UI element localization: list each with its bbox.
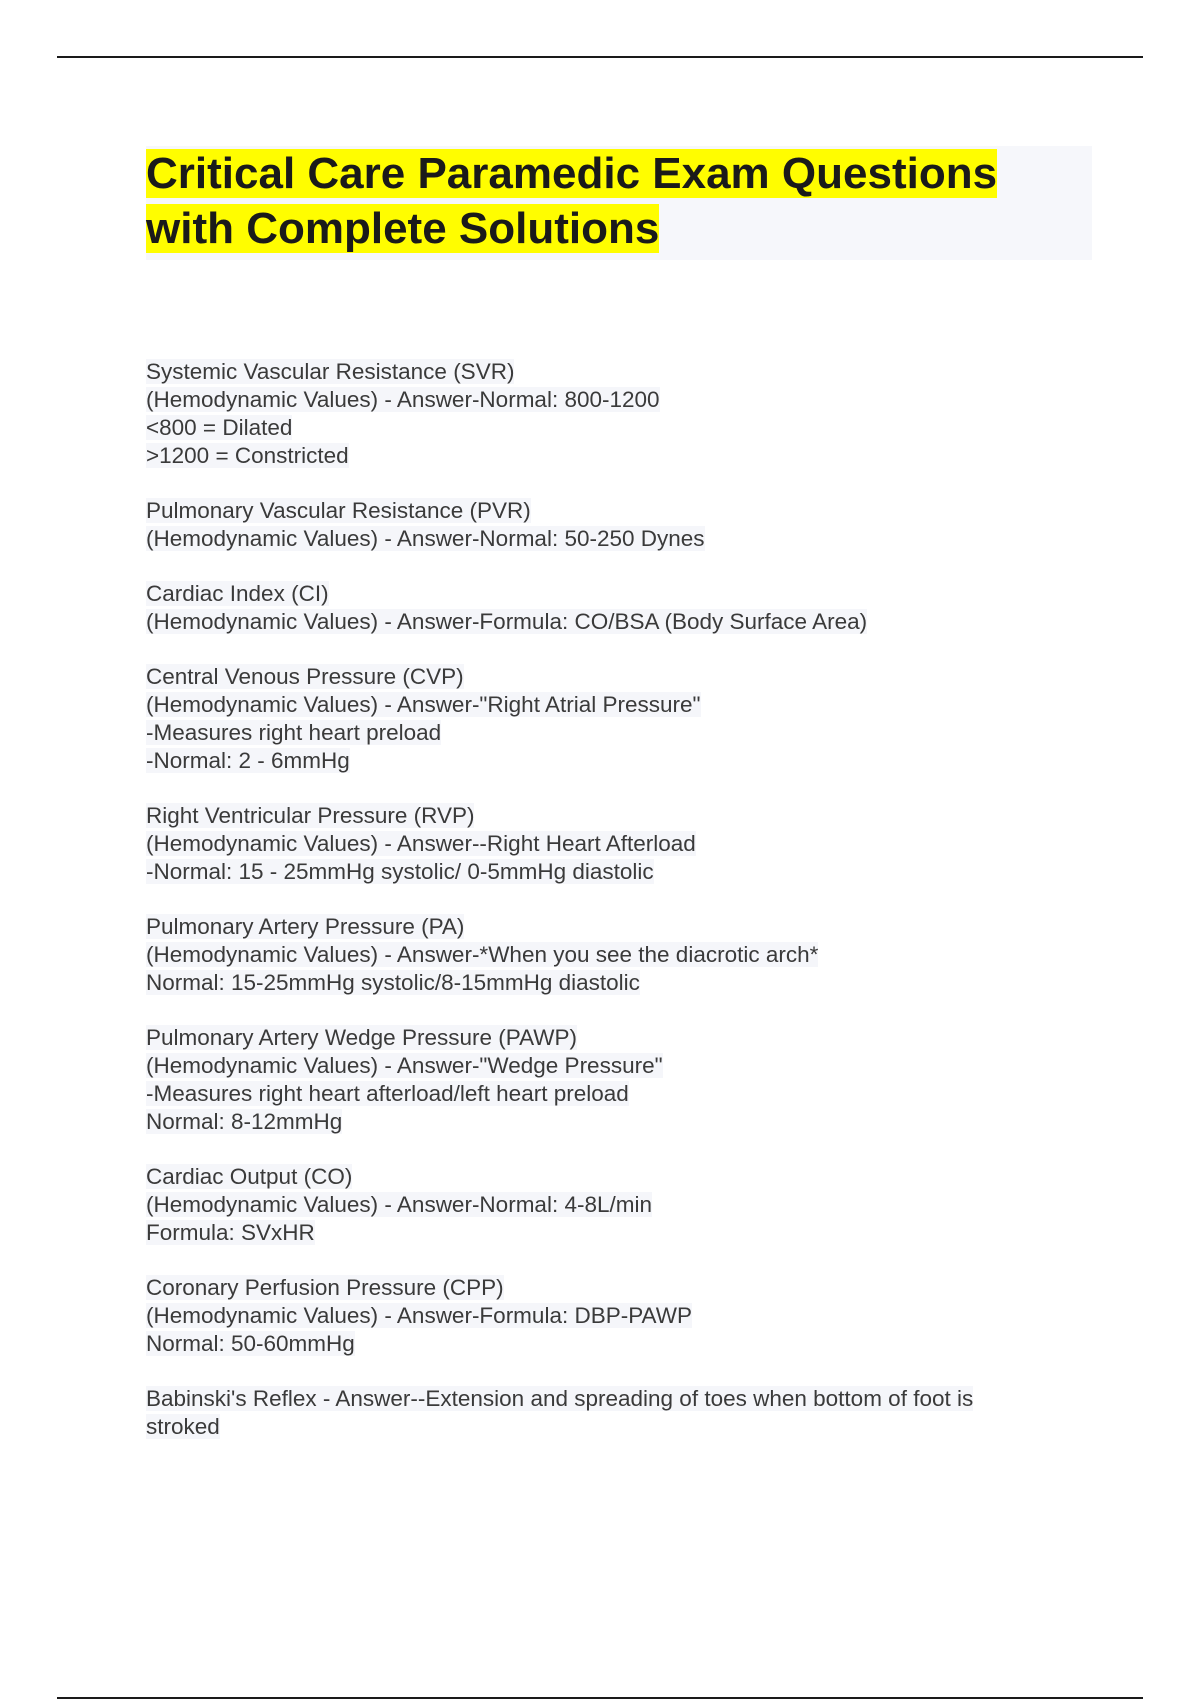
title-line-1: Critical Care Paramedic Exam Questions [146, 149, 998, 198]
title-block [146, 146, 1092, 260]
qa-entry-text: Pulmonary Artery Pressure (PA) [146, 914, 465, 939]
qa-entry-text: (Hemodynamic Values) - Answer-"Wedge Pressure" [146, 1053, 663, 1078]
qa-entry-text: (Hemodynamic Values) - Answer-Formula: DBP-PAWP [146, 1303, 692, 1328]
title-line-2: with Complete Solutions [146, 204, 660, 253]
document-body [146, 358, 1106, 1468]
qa-entry-text: (Hemodynamic Values) - Answer-Formula: CO/BSA (Body Surface Area) [146, 609, 868, 634]
qa-entry-line [146, 1191, 1106, 1219]
qa-entry-term [146, 1163, 1106, 1191]
qa-entry-line [146, 858, 1106, 886]
qa-entry-text: Right Ventricular Pressure (RVP) [146, 803, 475, 828]
qa-entry-text: (Hemodynamic Values) - Answer-Normal: 50-250 Dynes [146, 526, 705, 551]
qa-entry-text: Babinski's Reflex - Answer--Extension and spreading of toes when bottom of foot is [146, 1386, 974, 1411]
qa-entry-term [146, 358, 1106, 386]
qa-entry-line [146, 969, 1106, 997]
header-rule [57, 56, 1143, 58]
qa-entry-text: Normal: 15-25mmHg systolic/8-15mmHg diastolic [146, 970, 640, 995]
qa-entry-text: Normal: 50-60mmHg [146, 1331, 355, 1356]
qa-entry-text: -Measures right heart preload [146, 720, 442, 745]
qa-entry [146, 580, 1106, 636]
footer-rule [57, 1697, 1143, 1699]
qa-entry [146, 497, 1106, 553]
qa-entry-line [146, 414, 1106, 442]
qa-entry-text: Coronary Perfusion Pressure (CPP) [146, 1275, 504, 1300]
qa-entry-line [146, 830, 1106, 858]
qa-entry-line [146, 608, 1106, 636]
qa-entry-line [146, 386, 1106, 414]
qa-entry-text: Cardiac Output (CO) [146, 1164, 353, 1189]
qa-entry-term [146, 1385, 1106, 1413]
qa-entry-line [146, 1219, 1106, 1247]
qa-entry-text: Formula: SVxHR [146, 1220, 315, 1245]
qa-entry-line [146, 1052, 1106, 1080]
qa-entry-line [146, 1413, 1106, 1441]
qa-entry-text: Cardiac Index (CI) [146, 581, 329, 606]
qa-entry [146, 358, 1106, 470]
qa-entry-text: -Normal: 2 - 6mmHg [146, 748, 350, 773]
qa-entry-line [146, 525, 1106, 553]
qa-entry-text: (Hemodynamic Values) - Answer-"Right Atrial Pressure" [146, 692, 701, 717]
qa-entry-text: -Normal: 15 - 25mmHg systolic/ 0-5mmHg diastolic [146, 859, 654, 884]
qa-entry-term [146, 913, 1106, 941]
qa-entry [146, 1385, 1106, 1441]
qa-entry-text: Central Venous Pressure (CVP) [146, 664, 464, 689]
qa-entry-term [146, 663, 1106, 691]
qa-entry-term [146, 802, 1106, 830]
qa-entry-term [146, 1274, 1106, 1302]
qa-entry-text: (Hemodynamic Values) - Answer-Normal: 4-8L/min [146, 1192, 652, 1217]
qa-entry [146, 1163, 1106, 1247]
qa-entry-line [146, 1080, 1106, 1108]
qa-entry-text: -Measures right heart afterload/left heart preload [146, 1081, 629, 1106]
qa-entry-text: <800 = Dilated [146, 415, 293, 440]
qa-entry [146, 663, 1106, 775]
qa-entry-text: (Hemodynamic Values) - Answer-Normal: 800-1200 [146, 387, 660, 412]
qa-entry-text: stroked [146, 1414, 220, 1439]
qa-entry-term [146, 580, 1106, 608]
qa-entry [146, 802, 1106, 886]
qa-entry-text: (Hemodynamic Values) - Answer-*When you see the diacrotic arch* [146, 942, 819, 967]
qa-entry-line [146, 1330, 1106, 1358]
qa-entry-line [146, 691, 1106, 719]
qa-entry-text: Pulmonary Artery Wedge Pressure (PAWP) [146, 1025, 577, 1050]
qa-entry-line [146, 747, 1106, 775]
qa-entry-line [146, 941, 1106, 969]
qa-entry-text: (Hemodynamic Values) - Answer--Right Heart Afterload [146, 831, 696, 856]
qa-entry-term [146, 497, 1106, 525]
qa-entry-line [146, 442, 1106, 470]
qa-entry-text: >1200 = Constricted [146, 443, 349, 468]
qa-entry-line [146, 719, 1106, 747]
qa-entry-text: Pulmonary Vascular Resistance (PVR) [146, 498, 531, 523]
qa-entry [146, 913, 1106, 997]
qa-entry-line [146, 1108, 1106, 1136]
qa-entry-line [146, 1302, 1106, 1330]
qa-entry [146, 1024, 1106, 1136]
qa-entry-text: Normal: 8-12mmHg [146, 1109, 343, 1134]
qa-entry [146, 1274, 1106, 1358]
qa-entry-text: Systemic Vascular Resistance (SVR) [146, 359, 515, 384]
qa-entry-term [146, 1024, 1106, 1052]
document-title [146, 146, 1092, 256]
